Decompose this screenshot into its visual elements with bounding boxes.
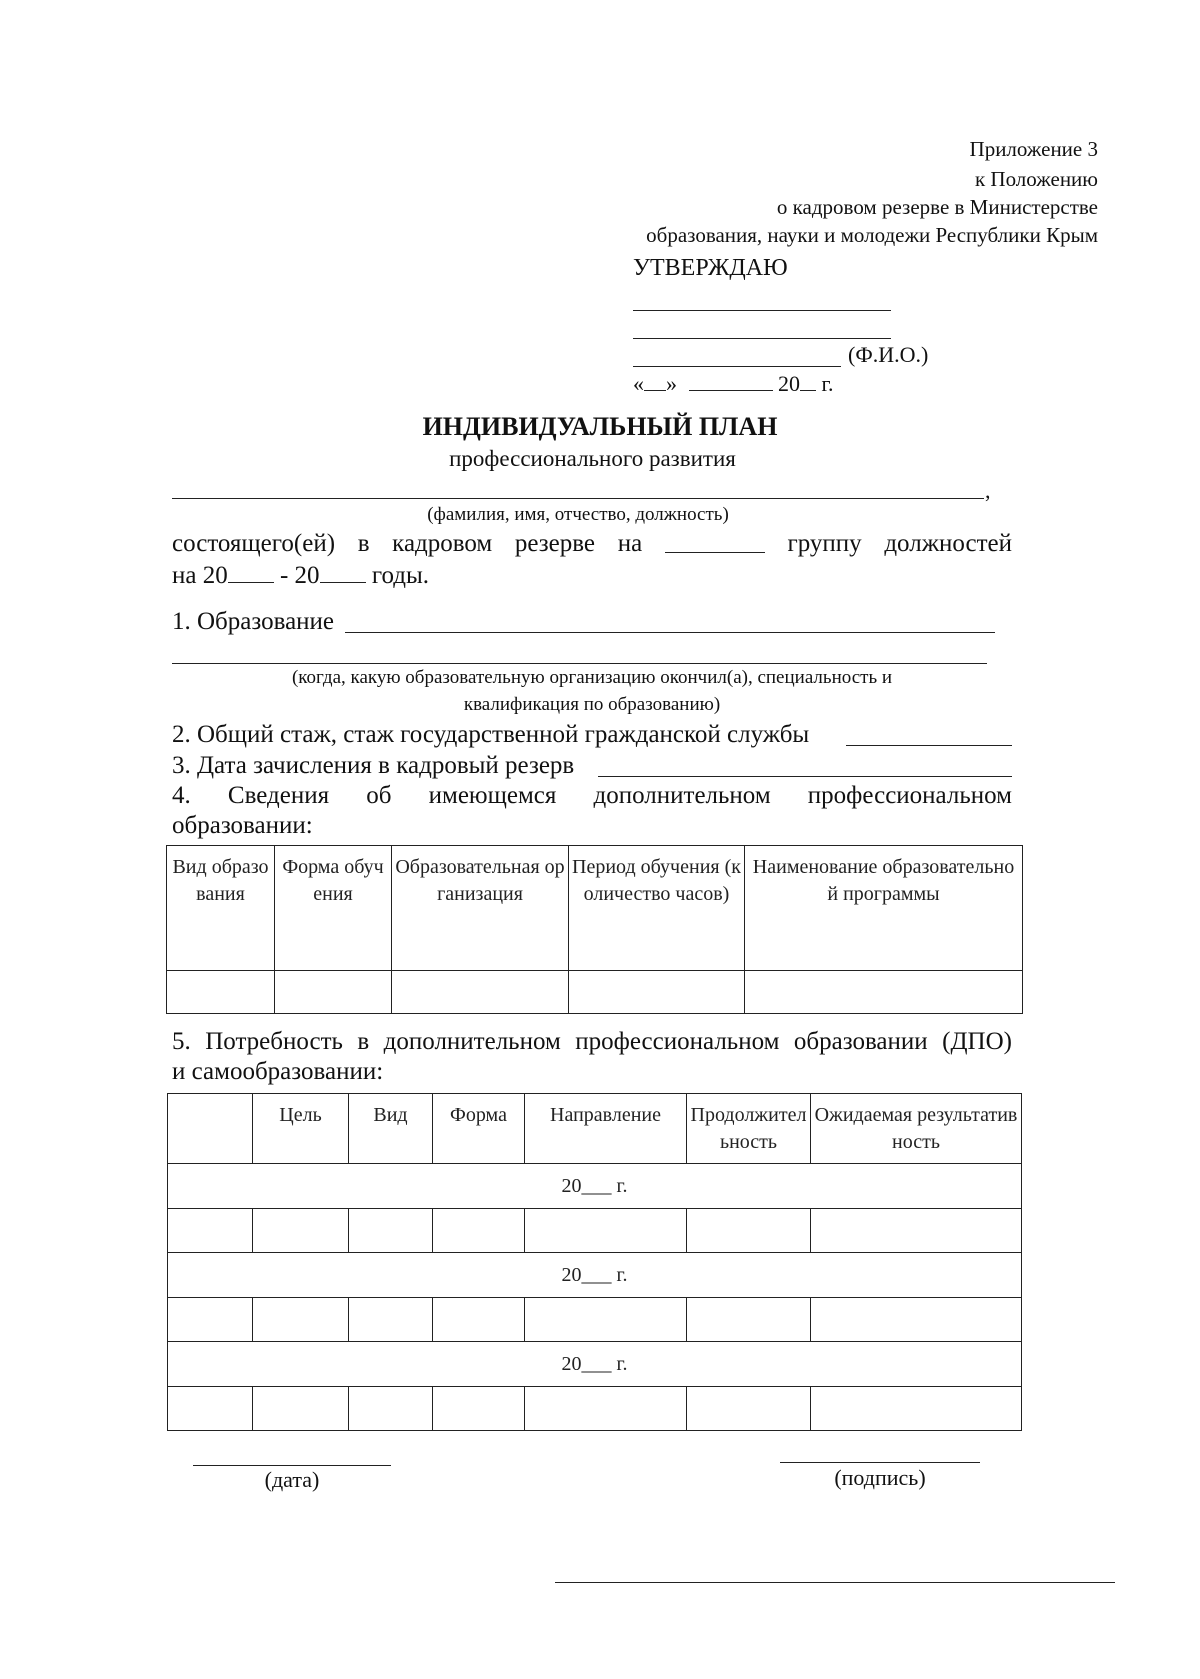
needs-table-header (168, 1094, 1022, 1164)
needs-table (167, 1093, 1022, 1431)
needs-col-goal: Цель (253, 1094, 349, 1164)
person-line (172, 498, 984, 499)
needs-col-blank (168, 1094, 253, 1164)
table-row (168, 1209, 1022, 1253)
date-suffix: г. (821, 371, 834, 396)
section-2-label: 2. Общий стаж, стаж государственной гражданской службы (172, 721, 810, 748)
education-col-period: Период обучения (количество часов) (569, 846, 745, 971)
date-line (193, 1465, 391, 1466)
education-col-org: Образовательная организация (392, 846, 569, 971)
year-row (168, 1253, 1022, 1298)
section-3-label: 3. Дата зачисления в кадровый резерв (172, 752, 575, 779)
section-1-label: 1. Образование (172, 608, 335, 635)
annex-line-1: Приложение 3 (969, 137, 1098, 161)
annex-line-3: о кадровом резерве в Министерстве (776, 195, 1098, 219)
needs-col-result: Ожидаемая результативность (811, 1094, 1022, 1164)
section-1-line-2 (172, 663, 987, 664)
years-line: на 20 - 20 годы. (172, 562, 429, 589)
year-label: 20___ г. (168, 1342, 1022, 1387)
education-col-type: Вид образования (167, 846, 275, 971)
needs-col-form: Форма (433, 1094, 525, 1164)
date-quote-open: « (633, 371, 644, 396)
approve-line-1 (633, 310, 891, 311)
signature-line (780, 1462, 980, 1463)
date-quote-close: » (666, 371, 677, 396)
approve-date (633, 371, 834, 397)
plan-subtitle: профессионального развития (449, 446, 736, 471)
section-5-line-2: и самообразовании: (172, 1058, 384, 1085)
approve-line-2 (633, 338, 891, 339)
bottom-rule (555, 1582, 1115, 1583)
education-col-form: Форма обучения (275, 846, 392, 971)
section-1-caption-1: (когда, какую образовательную организацию окончил(а), специальность и (291, 667, 893, 688)
approve-title: УТВЕРЖДАЮ (633, 255, 788, 281)
section-3-line (598, 776, 1012, 777)
needs-col-direction: Направление (525, 1094, 687, 1164)
date-year: 20 (778, 371, 800, 396)
education-table (166, 845, 1023, 1014)
person-caption: (фамилия, имя, отчество, должность) (427, 504, 729, 525)
section-4-line-2: образовании: (172, 812, 313, 839)
person-comma: , (985, 478, 991, 503)
table-row (168, 1298, 1022, 1342)
plan-title: ИНДИВИДУАЛЬНЫЙ ПЛАН (422, 412, 778, 441)
education-table-header (167, 846, 1023, 971)
signature-caption: (подпись) (834, 1465, 926, 1490)
needs-col-duration: Продолжительность (687, 1094, 811, 1164)
reserve-line: состоящего(ей) в кадровом резерве на группу должностей (172, 530, 1012, 557)
approve-line-3 (633, 366, 841, 367)
year-row (168, 1164, 1022, 1209)
table-row (168, 1387, 1022, 1431)
table-row (167, 971, 1023, 1014)
section-2-line (846, 745, 1012, 746)
section-5-label: 5. Потребность в дополнительном профессиональном образовании (ДПО) (172, 1028, 1012, 1055)
section-1-line-1 (345, 632, 995, 633)
needs-col-type: Вид (349, 1094, 433, 1164)
year-label: 20___ г. (168, 1164, 1022, 1209)
annex-line-2: к Положению (974, 167, 1098, 191)
section-4-label: 4. Сведения об имеющемся дополнительном профессиональном (172, 782, 1012, 809)
year-label: 20___ г. (168, 1253, 1022, 1298)
date-caption: (дата) (264, 1467, 320, 1492)
section-1-caption-2: квалификация по образованию) (463, 694, 721, 715)
year-row (168, 1342, 1022, 1387)
fio-label: (Ф.И.О.) (848, 342, 929, 367)
education-col-program: Наименование образовательной программы (745, 846, 1023, 971)
annex-line-4: образования, науки и молодежи Республики Крым (646, 223, 1098, 247)
